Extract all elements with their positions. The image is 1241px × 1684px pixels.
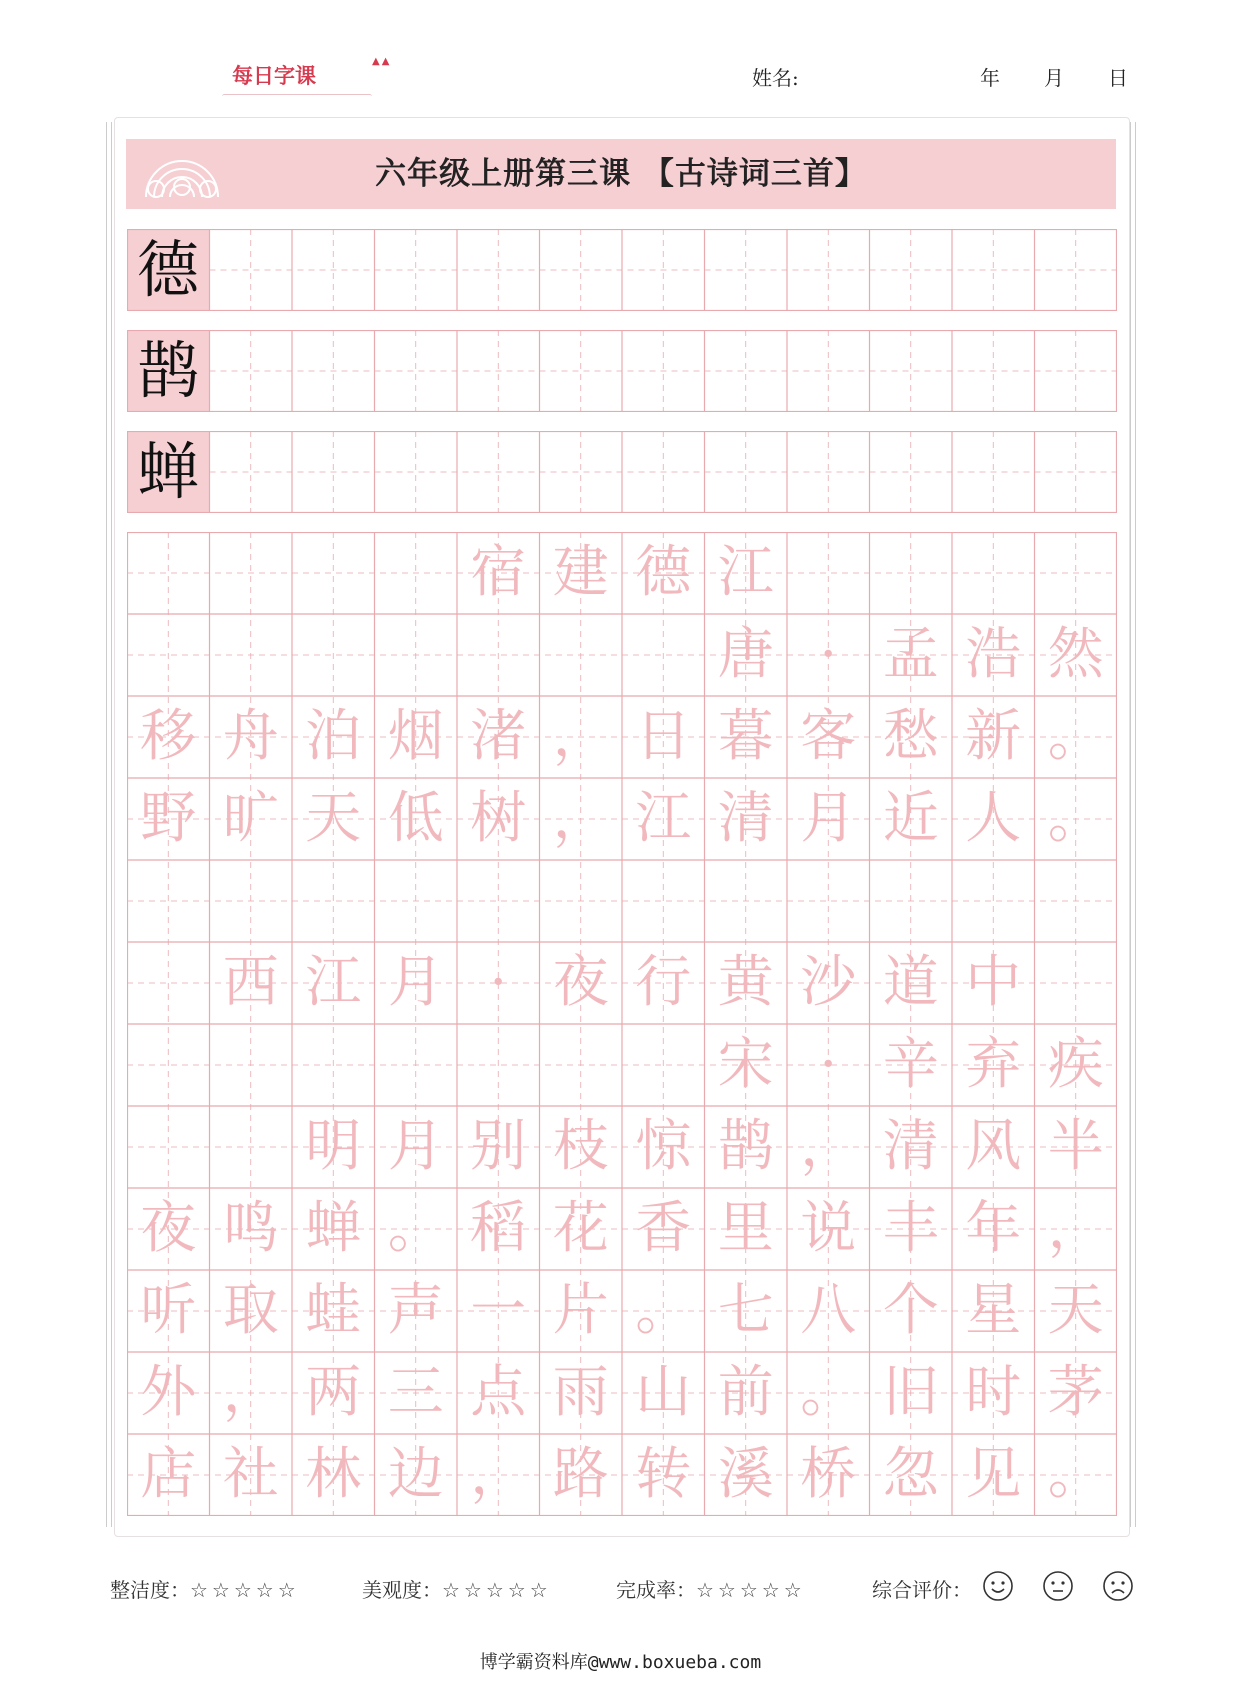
poem-char-cell: 泊 xyxy=(305,704,362,769)
brand-underline xyxy=(222,94,372,99)
poem-char-cell: 疾 xyxy=(1047,1032,1104,1097)
poem-char-cell xyxy=(127,614,210,696)
poem-char-cell: 。 xyxy=(1047,786,1104,851)
poem-char-cell: · xyxy=(489,950,508,1015)
poem-char-cell: 辛 xyxy=(882,1032,939,1097)
poem-char-cell: 两 xyxy=(305,1360,362,1425)
poem-char-cell: 雨 xyxy=(552,1360,609,1425)
poem-char-cell: ， xyxy=(552,704,609,769)
poem-char-cell: 移 xyxy=(140,704,197,769)
poem-char-cell: 边 xyxy=(387,1442,444,1507)
poem-char-cell: 月 xyxy=(387,1114,444,1179)
poem-char-cell: 取 xyxy=(222,1278,279,1343)
poem-char-cell: 黄 xyxy=(717,950,774,1015)
poem-char-cell: 宿 xyxy=(470,540,527,605)
poem-char-cell xyxy=(952,532,1035,614)
poem-char-cell: 宋 xyxy=(717,1032,774,1097)
poem-char-cell xyxy=(870,532,953,614)
poem-char-cell: 江 xyxy=(305,950,362,1015)
poem-char-cell: 沙 xyxy=(800,950,857,1015)
poem-char-cell xyxy=(870,860,953,942)
poem-char-cell: 野 xyxy=(140,786,197,851)
poem-char-cell: 鸣 xyxy=(222,1196,279,1261)
poem-char-cell xyxy=(1035,860,1118,942)
poem-char-cell: 山 xyxy=(635,1360,692,1425)
poem-char-cell xyxy=(375,614,458,696)
sad-face-icon[interactable] xyxy=(1102,1570,1134,1602)
neatness-stars[interactable]: ☆☆☆☆☆ xyxy=(190,1578,300,1602)
poem-char-cell xyxy=(127,942,210,1024)
poem-char-cell: 。 xyxy=(1047,704,1104,769)
poem-char-cell: 别 xyxy=(470,1114,527,1179)
poem-char-cell: 半 xyxy=(1047,1114,1104,1179)
poem-char-cell: 惊 xyxy=(635,1114,692,1179)
poem-char-cell: 风 xyxy=(965,1114,1022,1179)
poem-char-cell: 道 xyxy=(882,950,939,1015)
poem-char-cell xyxy=(787,860,870,942)
poem-char-cell: 行 xyxy=(635,950,692,1015)
poem-char-cell: 时 xyxy=(965,1360,1022,1425)
poem-char-cell xyxy=(127,1024,210,1106)
poem-char-cell: 见 xyxy=(965,1442,1022,1507)
poem-char-cell: 天 xyxy=(1047,1278,1104,1343)
poem-char-cell: 暮 xyxy=(717,704,774,769)
poem-char-cell xyxy=(457,860,540,942)
poem-char-cell: 西 xyxy=(222,950,279,1015)
completion-rating xyxy=(616,1574,806,1603)
poem-char-cell: ， xyxy=(222,1360,279,1425)
poem-char-cell: 明 xyxy=(305,1114,362,1179)
poem-char-cell xyxy=(375,532,458,614)
poem-char-cell: 路 xyxy=(552,1442,609,1507)
poem-char-cell: 听 xyxy=(140,1278,197,1343)
poem-char-cell xyxy=(1035,942,1118,1024)
poem-char-cell: ， xyxy=(552,786,609,851)
poem-char-cell: 。 xyxy=(635,1278,692,1343)
poem-char-cell xyxy=(292,614,375,696)
poem-char-cell xyxy=(952,860,1035,942)
poem-char-cell: 林 xyxy=(305,1442,362,1507)
poem-char-cell: 日 xyxy=(635,704,692,769)
neatness-rating xyxy=(110,1574,300,1603)
poem-char-cell: 稻 xyxy=(470,1196,527,1261)
poem-char-cell xyxy=(210,860,293,942)
model-char: 德 xyxy=(136,233,199,306)
left-margin-rule xyxy=(106,122,112,1527)
poem-char-cell: 桥 xyxy=(800,1442,857,1507)
poem-char-cell: 一 xyxy=(470,1278,527,1343)
poem-char-cell xyxy=(292,1024,375,1106)
poem-char-cell: 旷 xyxy=(222,786,279,851)
poem-char-cell: 新 xyxy=(965,704,1022,769)
month-label: 月 xyxy=(1044,66,1064,90)
poem-char-cell: ， xyxy=(1047,1196,1104,1261)
poem-char-cell: 年 xyxy=(965,1196,1022,1261)
poem-char-cell: 七 xyxy=(717,1278,774,1343)
poem-char-cell xyxy=(457,1024,540,1106)
poem-char-cell: 香 xyxy=(635,1196,692,1261)
poem-char-cell xyxy=(540,614,623,696)
poem-char-cell: 片 xyxy=(552,1278,609,1343)
poem-char-cell: 夜 xyxy=(140,1196,197,1261)
source-footer: 博学霸资料库@www.boxueba.com xyxy=(479,1652,762,1673)
poem-char-cell xyxy=(540,860,623,942)
lesson-title: 六年级上册第三课 【古诗词三首】 xyxy=(375,156,867,192)
poem-char-cell: 前 xyxy=(717,1360,774,1425)
poem-char-cell: 丰 xyxy=(882,1196,939,1261)
poem-char-cell: 枝 xyxy=(552,1114,609,1179)
neatness-label: 整洁度： xyxy=(110,1578,190,1602)
poem-char-cell: 鹊 xyxy=(717,1114,774,1179)
poem-char-cell xyxy=(210,1106,293,1188)
poem-char-cell: · xyxy=(819,1032,838,1097)
poem-char-cell xyxy=(457,614,540,696)
poem-char-cell: 店 xyxy=(140,1442,197,1507)
writing-grid xyxy=(127,431,1117,513)
practice-row xyxy=(127,229,1117,311)
poem-char-cell: 夜 xyxy=(552,950,609,1015)
poem-char-cell: 茅 xyxy=(1047,1360,1104,1425)
poem-char-cell: 说 xyxy=(800,1196,857,1261)
poem-char-cell: 八 xyxy=(800,1278,857,1343)
poem-char-cell: 树 xyxy=(470,786,527,851)
poem-char-cell: 客 xyxy=(800,704,857,769)
poem-char-cell: 天 xyxy=(305,786,362,851)
poem-char-cell: ， xyxy=(800,1114,857,1179)
poem-char-cell: 。 xyxy=(387,1196,444,1261)
poem-char-cell xyxy=(705,860,788,942)
poem-char-cell: 。 xyxy=(1047,1442,1104,1507)
lesson-banner xyxy=(126,139,1116,209)
poem-char-cell: 点 xyxy=(470,1360,527,1425)
poem-char-cell xyxy=(292,532,375,614)
happy-face-icon[interactable] xyxy=(982,1570,1014,1602)
brand-logo xyxy=(222,40,392,90)
poem-char-cell: 蛙 xyxy=(305,1278,362,1343)
poem-char-cell xyxy=(127,860,210,942)
poem-char-cell: 近 xyxy=(882,786,939,851)
poem-char-cell: 愁 xyxy=(882,704,939,769)
poem-char-cell xyxy=(1035,532,1118,614)
poem-char-cell: 三 xyxy=(387,1360,444,1425)
beauty-rating xyxy=(362,1574,552,1603)
completion-label: 完成率： xyxy=(616,1578,696,1602)
poem-char-cell: 旧 xyxy=(882,1360,939,1425)
poem-char-cell: 。 xyxy=(800,1360,857,1425)
poem-char-cell xyxy=(375,860,458,942)
poem-char-cell: 低 xyxy=(387,786,444,851)
poem-char-cell xyxy=(127,532,210,614)
overall-label: 综合评价： xyxy=(872,1578,972,1602)
poem-char-cell xyxy=(210,614,293,696)
poem-char-cell: 舟 xyxy=(222,704,279,769)
poem-char-cell: 里 xyxy=(717,1196,774,1261)
poem-char-cell: 清 xyxy=(882,1114,939,1179)
poem-char-cell: 江 xyxy=(717,540,774,605)
brand-name: 每日字课 xyxy=(232,64,316,88)
poem-char-cell: ， xyxy=(470,1442,527,1507)
poem-char-cell xyxy=(787,532,870,614)
poem-char-cell xyxy=(622,1024,705,1106)
poem-char-cell: 德 xyxy=(635,540,692,605)
beauty-stars[interactable]: ☆☆☆☆☆ xyxy=(442,1578,552,1602)
poem-char-cell xyxy=(127,1106,210,1188)
poem-tracing-grid xyxy=(127,532,1117,1516)
completion-stars[interactable]: ☆☆☆☆☆ xyxy=(696,1578,806,1602)
writing-grid xyxy=(127,330,1117,412)
poem-char-cell: 渚 xyxy=(470,704,527,769)
poem-char-cell xyxy=(540,1024,623,1106)
poem-char-cell: 月 xyxy=(800,786,857,851)
poem-char-cell: · xyxy=(819,622,838,687)
poem-char-cell: 浩 xyxy=(965,622,1022,687)
poem-char-cell: 建 xyxy=(552,540,609,605)
writing-grid xyxy=(127,229,1117,311)
poem-char-cell: 月 xyxy=(387,950,444,1015)
year-label: 年 xyxy=(980,66,1000,90)
poem-char-cell: 孟 xyxy=(882,622,939,687)
poem-char-cell: 蝉 xyxy=(305,1196,362,1261)
neutral-face-icon[interactable] xyxy=(1042,1570,1074,1602)
poem-char-cell: 溪 xyxy=(717,1442,774,1507)
brand-mark-icon: ▲▲ xyxy=(372,56,392,67)
day-label: 日 xyxy=(1108,66,1128,90)
practice-row xyxy=(127,431,1117,513)
beauty-label: 美观度： xyxy=(362,1578,442,1602)
poem-char-cell: 转 xyxy=(635,1442,692,1507)
poem-char-cell: 然 xyxy=(1047,622,1104,687)
overall-rating xyxy=(872,1574,972,1603)
poem-char-cell: 星 xyxy=(965,1278,1022,1343)
poem-char-cell xyxy=(375,1024,458,1106)
poem-char-cell: 人 xyxy=(965,786,1022,851)
poem-char-cell: 唐 xyxy=(717,622,774,687)
model-char: 蝉 xyxy=(136,435,199,508)
right-margin-rule xyxy=(1130,122,1136,1527)
name-label: 姓名: xyxy=(752,66,799,90)
poem-char-cell xyxy=(622,614,705,696)
poem-char-cell: 个 xyxy=(882,1278,939,1343)
poem-char-cell: 社 xyxy=(222,1442,279,1507)
poem-char-cell xyxy=(622,860,705,942)
poem-char-cell: 声 xyxy=(387,1278,444,1343)
poem-char-cell xyxy=(210,1024,293,1106)
practice-row xyxy=(127,330,1117,412)
poem-char-cell: 中 xyxy=(965,950,1022,1015)
poem-char-cell: 清 xyxy=(717,786,774,851)
model-char: 鹊 xyxy=(136,334,199,407)
poem-char-cell: 烟 xyxy=(387,704,444,769)
poem-char-cell xyxy=(210,532,293,614)
poem-char-cell: 外 xyxy=(140,1360,197,1425)
poem-char-cell: 忽 xyxy=(882,1442,939,1507)
poem-char-cell: 江 xyxy=(635,786,692,851)
poem-char-cell: 弃 xyxy=(965,1032,1022,1097)
poem-char-cell xyxy=(292,860,375,942)
poem-char-cell: 花 xyxy=(552,1196,609,1261)
